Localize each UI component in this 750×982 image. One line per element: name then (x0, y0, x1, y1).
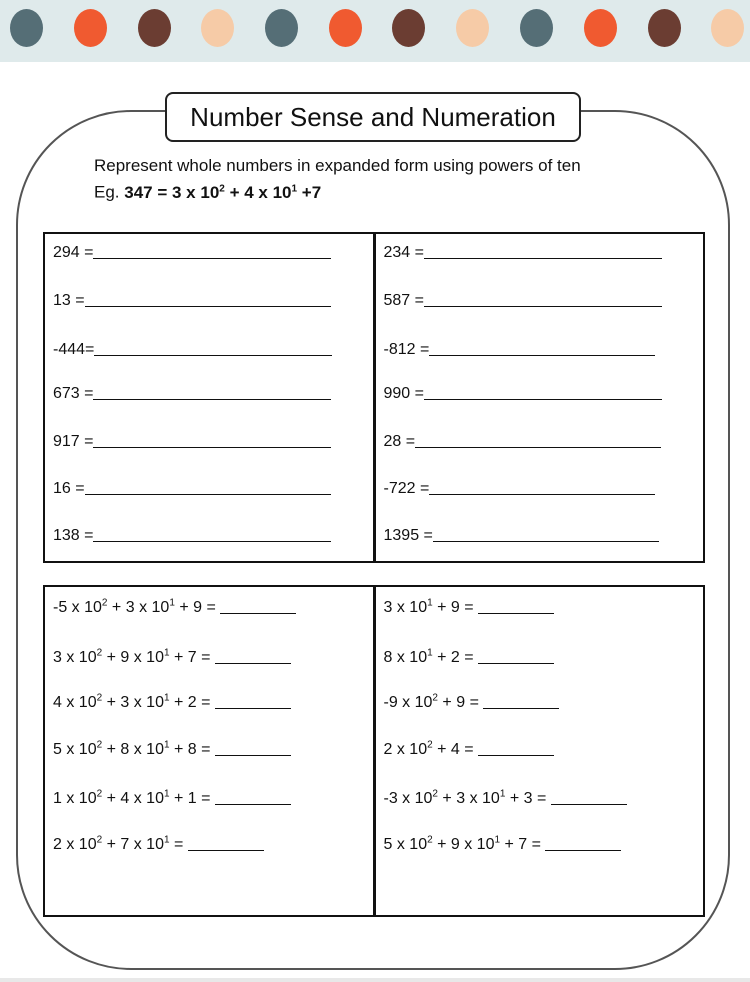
answer-blank[interactable] (85, 292, 331, 307)
answer-blank[interactable] (215, 694, 291, 709)
expression-term: + 2 = (169, 694, 215, 711)
exponent: 1 (169, 597, 175, 609)
example-line (94, 177, 694, 204)
answer-blank[interactable] (93, 527, 331, 542)
expression-term: + 3 x 10 (437, 790, 500, 807)
answer-blank[interactable] (545, 836, 621, 851)
expression-term: + 7 x 10 (102, 836, 164, 853)
decorative-dot (265, 9, 298, 47)
decorative-dot (74, 9, 107, 47)
exercise-row (53, 385, 331, 403)
problem-label: 587 = (383, 292, 424, 309)
answer-blank[interactable] (478, 649, 554, 664)
expression-term: + 9 x 10 (432, 836, 495, 853)
exponent: 2 (96, 647, 103, 659)
exercise-row (53, 599, 296, 617)
answer-blank[interactable] (93, 433, 331, 448)
exercise-row (53, 527, 331, 545)
problem-label: 234 = (383, 244, 424, 261)
decorative-dot (584, 9, 617, 47)
answer-blank[interactable] (478, 741, 554, 756)
exercise-column-left (45, 587, 373, 915)
decorative-dot (711, 9, 744, 47)
expression-term: 3 x 10 (53, 649, 97, 666)
expression-term: + 3 x 10 (107, 599, 170, 616)
decorative-dot (456, 9, 489, 47)
expression-term: + 7 = (169, 649, 215, 666)
expression-term: 4 x 10 (53, 694, 97, 711)
expression-term: + 2 = (432, 649, 479, 666)
example-prefix: Eg. (94, 182, 120, 202)
expression-term: = (169, 836, 188, 853)
exercise-row (384, 433, 662, 451)
decorative-dot-band (0, 0, 750, 62)
example-end: +7 (297, 182, 322, 202)
exercise-row (384, 385, 662, 403)
instructions (94, 154, 694, 204)
decorative-dot (10, 9, 43, 47)
exercise-row (53, 836, 264, 854)
exponent: 2 (101, 597, 108, 609)
expression-term: + 8 = (169, 741, 215, 758)
problem-label: 1395 = (383, 527, 433, 544)
exercise-row (53, 649, 291, 667)
exponent: 1 (163, 739, 170, 751)
problem-label: 16 = (53, 480, 85, 497)
exercise-column-left (45, 234, 373, 561)
exercise-row (384, 649, 555, 667)
example-mid: + 4 x 10 (224, 182, 292, 202)
problem-label: -722 = (383, 480, 430, 497)
exercise-column-right (373, 234, 704, 561)
exponent: 2 (96, 834, 103, 846)
expression-term: + 9 = (437, 694, 484, 711)
expression-term: + 4 x 10 (102, 790, 164, 807)
exponent: 2 (96, 692, 103, 704)
exercise-column-right (373, 587, 704, 915)
exponent: 2 (427, 834, 433, 846)
answer-blank[interactable] (429, 341, 655, 356)
exercise-row (53, 292, 331, 310)
page-edge (0, 978, 750, 982)
expression-term: + 9 = (432, 599, 479, 616)
problem-label: 138 = (53, 527, 94, 544)
decorative-dot (138, 9, 171, 47)
decorative-dot (201, 9, 234, 47)
answer-blank[interactable] (424, 244, 662, 259)
expression-term: + 4 = (432, 741, 479, 758)
exponent: 1 (427, 597, 433, 609)
answer-blank[interactable] (483, 694, 559, 709)
exponent: 1 (499, 788, 506, 800)
standard-form-exercise-grid (43, 585, 705, 917)
exercise-row (384, 694, 560, 712)
problem-label: 294 = (53, 244, 94, 261)
expression-term: 3 x 10 (383, 599, 428, 616)
expression-term: 5 x 10 (383, 836, 428, 853)
exponent: 2 (432, 788, 438, 800)
problem-label: 990 = (383, 385, 424, 402)
example-lhs: 347 = 3 x 10 (124, 182, 220, 202)
answer-blank[interactable] (433, 527, 659, 542)
exercise-row (53, 244, 331, 262)
example-exponent-2: 1 (291, 183, 298, 194)
answer-blank[interactable] (85, 480, 331, 495)
exercise-row (384, 244, 662, 262)
expression-term: -9 x 10 (383, 694, 433, 711)
exercise-row (384, 341, 656, 359)
exercise-row (384, 527, 659, 545)
expression-term: + 3 x 10 (102, 694, 164, 711)
answer-blank[interactable] (415, 433, 661, 448)
exponent: 2 (96, 739, 103, 751)
problem-label: 28 = (383, 433, 416, 450)
problem-label: 673 = (53, 385, 94, 402)
answer-blank[interactable] (551, 790, 627, 805)
answer-blank[interactable] (215, 790, 291, 805)
exponent: 1 (427, 647, 433, 659)
decorative-dot (520, 9, 553, 47)
exercise-row (384, 292, 662, 310)
answer-blank[interactable] (478, 599, 554, 614)
exponent: 1 (163, 834, 170, 846)
expression-term: 1 x 10 (53, 790, 97, 807)
expression-term: -5 x 10 (53, 599, 102, 616)
answer-blank[interactable] (429, 480, 655, 495)
problem-label: 917 = (53, 433, 94, 450)
exponent: 1 (163, 647, 170, 659)
example-exponent-1: 2 (219, 183, 225, 194)
exponent: 2 (432, 692, 438, 704)
exercise-row (384, 790, 627, 808)
exercise-row (53, 341, 332, 359)
answer-blank[interactable] (93, 385, 331, 400)
exercise-row (53, 433, 331, 451)
exercise-row (384, 836, 622, 854)
exponent: 2 (427, 739, 433, 751)
expression-term: + 1 = (169, 790, 215, 807)
page-title-box (165, 92, 581, 142)
exponent: 1 (163, 788, 170, 800)
expression-term: 8 x 10 (383, 649, 428, 666)
problem-label: 13 = (53, 292, 85, 309)
page-title: Number Sense and Numeration (190, 101, 556, 132)
answer-blank[interactable] (94, 341, 332, 356)
exponent: 1 (494, 834, 501, 846)
expression-term: + 8 x 10 (102, 741, 164, 758)
answer-blank[interactable] (215, 741, 291, 756)
exercise-row (53, 480, 331, 498)
answer-blank[interactable] (215, 649, 291, 664)
exponent: 1 (163, 692, 170, 704)
decorative-dot (329, 9, 362, 47)
exercise-row (384, 741, 555, 759)
expression-term: 2 x 10 (53, 836, 97, 853)
exercise-row (53, 790, 291, 808)
problem-label: -812 = (383, 341, 430, 358)
expanded-form-exercise-grid (43, 232, 705, 563)
instruction-line: Represent whole numbers in expanded form using powers of ten (94, 156, 581, 175)
exponent: 2 (96, 788, 103, 800)
exercise-row (53, 694, 291, 712)
exercise-row (384, 480, 656, 498)
expression-term: + 9 = (174, 599, 221, 616)
expression-term: + 9 x 10 (102, 649, 164, 666)
answer-blank[interactable] (93, 244, 331, 259)
answer-blank[interactable] (424, 385, 662, 400)
exercise-row (384, 599, 555, 617)
answer-blank[interactable] (220, 599, 296, 614)
decorative-dot (648, 9, 681, 47)
expression-term: 5 x 10 (53, 741, 97, 758)
expression-term: -3 x 10 (383, 790, 433, 807)
expression-term: 2 x 10 (383, 741, 428, 758)
expression-term: + 3 = (505, 790, 551, 807)
expression-term: + 7 = (500, 836, 546, 853)
answer-blank[interactable] (188, 836, 264, 851)
answer-blank[interactable] (424, 292, 662, 307)
decorative-dot (392, 9, 425, 47)
exercise-row (53, 741, 291, 759)
problem-label: -444= (53, 341, 95, 358)
